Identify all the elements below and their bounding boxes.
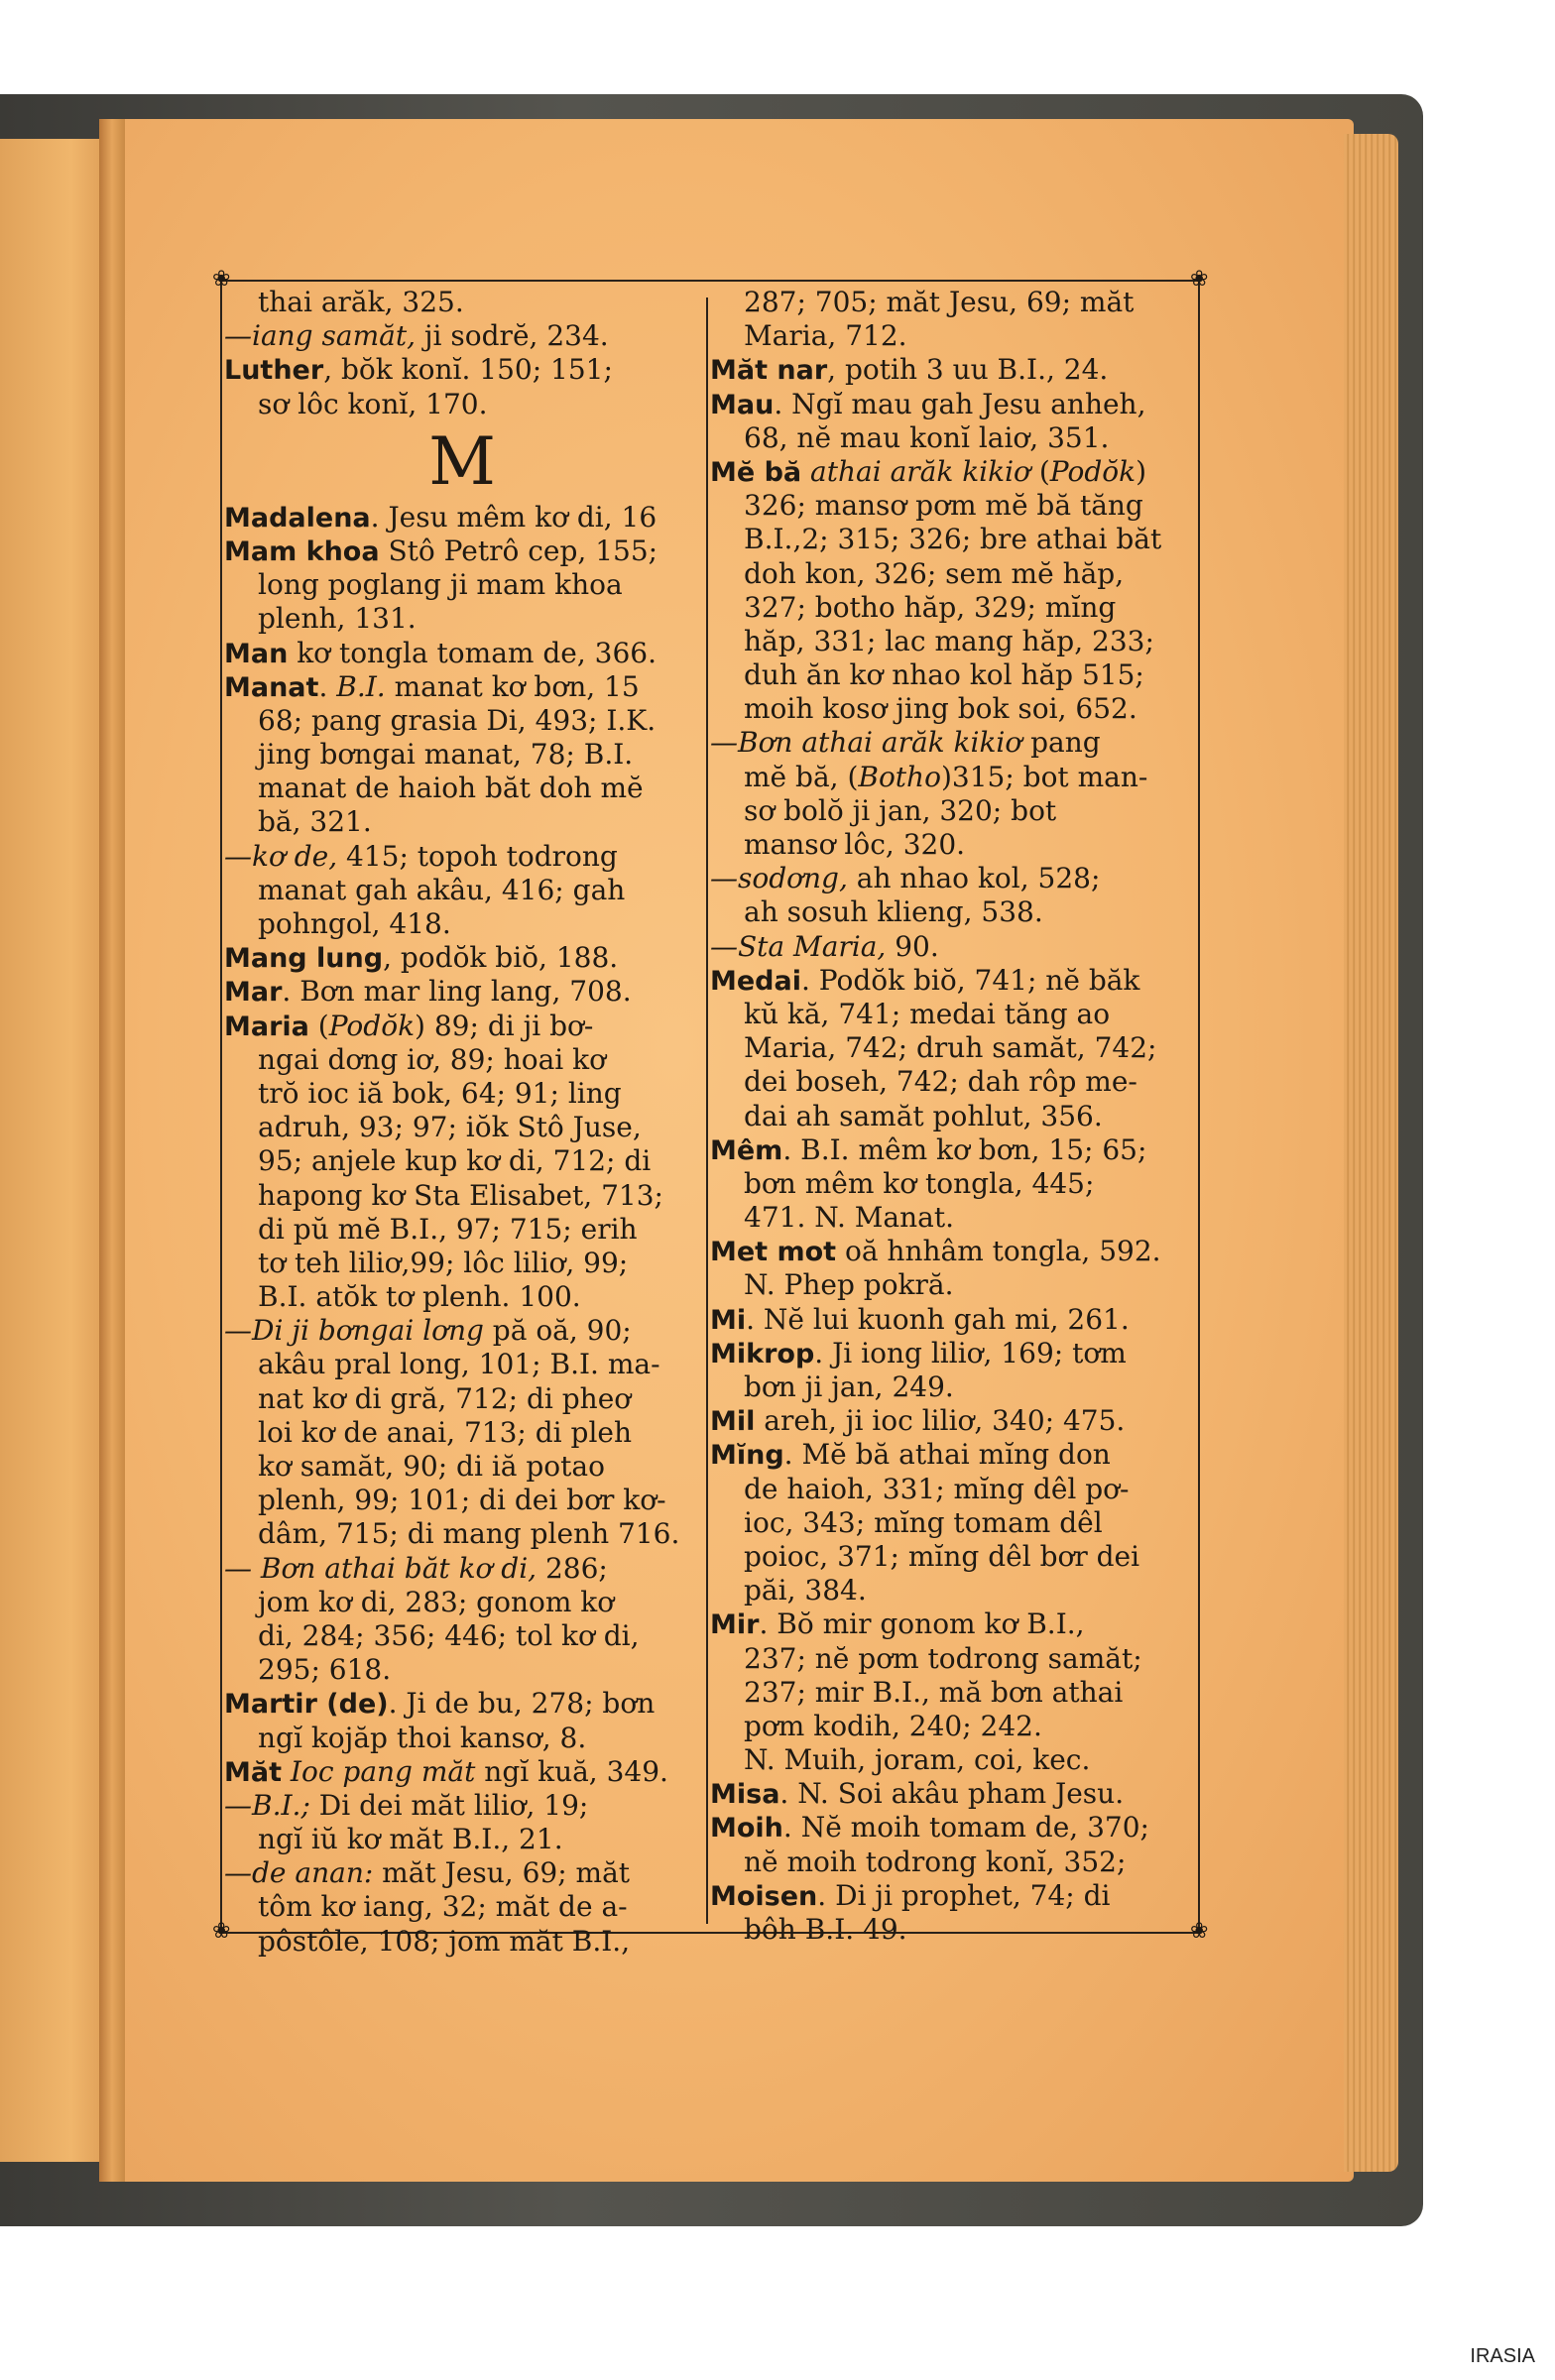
entry-text: loi kơ de anai, 713; di pleh xyxy=(258,1415,633,1449)
index-line xyxy=(224,1280,704,1314)
entry-text: manat gah akâu, 416; gah xyxy=(258,873,626,906)
index-line xyxy=(710,964,1196,998)
entry-text: 471. N. Manat. xyxy=(744,1201,954,1235)
entry-text: )315; bot man- xyxy=(940,760,1148,793)
entry-text: 295; 618. xyxy=(258,1653,392,1687)
entry-text: hăp, 331; lac mang hăp, 233; xyxy=(744,624,1154,657)
index-line xyxy=(224,941,704,975)
index-line xyxy=(710,625,1196,658)
entry-subheading: B.I. xyxy=(336,669,386,703)
entry-text: 95; anjele kup kơ di, 712; di xyxy=(258,1144,652,1178)
index-line xyxy=(710,930,1196,964)
index-line xyxy=(224,1043,704,1077)
index-line xyxy=(710,1710,1196,1743)
entry-headword: Misa xyxy=(710,1779,780,1811)
entry-text: 326; mansơ pơm mĕ bă tăng xyxy=(744,489,1143,523)
entry-text: jing bơngai manat, 78; B.I. xyxy=(258,738,634,772)
entry-subheading: —Bơn athai arăk kikiơ xyxy=(710,726,1022,760)
entry-subheading: Ioc pang măt xyxy=(290,1754,476,1788)
entry-text: bă, 321. xyxy=(258,805,372,839)
index-line xyxy=(710,1845,1196,1879)
entry-headword: Mêm xyxy=(710,1134,783,1166)
entry-text: Maria, 742; druh samăt, 742; xyxy=(744,1031,1157,1065)
entry-headword: Martir (de) xyxy=(224,1689,389,1721)
index-line xyxy=(710,1811,1196,1844)
index-line xyxy=(224,1856,704,1890)
entry-text: akâu pral long, 101; B.I. ma- xyxy=(258,1348,660,1381)
index-line xyxy=(710,421,1196,455)
entry-text: , podŏk biŏ, 188. xyxy=(383,941,619,975)
entry-text: areh, ji ioc liliơ, 340; 475. xyxy=(755,1404,1126,1438)
entry-subheading: Botho xyxy=(858,760,941,793)
index-line xyxy=(224,1517,704,1551)
index-line xyxy=(224,738,704,772)
entry-text: 68, nĕ mau konĭ laiơ, 351. xyxy=(744,420,1110,454)
entry-text: . Jesu mêm kơ di, 16 xyxy=(370,500,658,534)
entry-headword: Mi xyxy=(710,1304,747,1336)
entry-text: long poglang ji mam khoa xyxy=(258,568,623,602)
entry-text: . N. Soi akâu pham Jesu. xyxy=(779,1777,1125,1811)
entry-headword: Mang lung xyxy=(224,943,384,975)
index-line xyxy=(224,1722,704,1755)
index-line xyxy=(710,862,1196,895)
index-line xyxy=(224,840,704,874)
index-line xyxy=(224,1213,704,1247)
entry-headword: Măt nar xyxy=(710,355,828,387)
entry-text: moih kosơ jing bok soi, 652. xyxy=(744,692,1137,726)
entry-text: plenh, 131. xyxy=(258,602,417,636)
entry-text: nat kơ di gră, 712; di pheơ xyxy=(258,1381,632,1415)
entry-subheading: Podŏk xyxy=(1049,454,1136,488)
index-line xyxy=(710,1913,1196,1947)
index-line xyxy=(710,1303,1196,1337)
corner-ornament-icon: ❀ xyxy=(212,267,231,292)
index-line xyxy=(710,1404,1196,1438)
index-line xyxy=(224,670,704,704)
index-line xyxy=(710,828,1196,862)
index-line xyxy=(224,1890,704,1924)
entry-subheading: —de anan: xyxy=(224,1856,374,1890)
entry-text: ( xyxy=(1029,454,1050,488)
index-line xyxy=(710,895,1196,929)
entry-text: 286; xyxy=(537,1551,608,1585)
page-stack-edge xyxy=(1344,134,1398,2172)
entry-headword: Mĭng xyxy=(710,1440,784,1472)
index-line xyxy=(224,1077,704,1111)
entry-headword: Moisen xyxy=(710,1880,818,1912)
entry-subheading: —Sta Maria, xyxy=(710,929,887,963)
entry-text: pơm kodih, 240; 242. xyxy=(744,1709,1042,1742)
entry-text: măt Jesu, 69; măt xyxy=(373,1856,631,1890)
index-line xyxy=(710,1438,1196,1472)
entry-subheading: —kơ de, xyxy=(224,839,338,873)
index-line xyxy=(710,1201,1196,1235)
index-line xyxy=(224,1010,704,1043)
watermark: IRASIA xyxy=(1470,2345,1535,2367)
entry-text: adruh, 93; 97; iŏk Stô Juse, xyxy=(258,1111,642,1144)
index-line xyxy=(224,501,704,535)
entry-text: pohngol, 418. xyxy=(258,907,451,940)
entry-text: 90. xyxy=(886,929,939,963)
entry-text: dâm, 715; di mang plenh 716. xyxy=(258,1517,680,1551)
entry-headword: Mil xyxy=(710,1406,756,1438)
entry-text: de haioh, 331; mĭng dêl pơ- xyxy=(744,1472,1130,1505)
index-line xyxy=(710,1370,1196,1404)
entry-text: ngĭ kojăp thoi kansơ, 8. xyxy=(258,1721,587,1754)
index-line xyxy=(710,761,1196,794)
entry-headword: Mar xyxy=(224,977,283,1009)
entry-text: ah nhao kol, 528; xyxy=(847,862,1101,895)
entry-text: Stô Petrô cep, 155; xyxy=(379,534,658,567)
index-line xyxy=(710,286,1196,319)
index-line xyxy=(224,805,704,839)
index-line xyxy=(224,637,704,670)
entry-text: ) xyxy=(1136,454,1146,488)
entry-text: . xyxy=(318,669,337,703)
entry-text: duh ăn kơ nhao kol hăp 515; xyxy=(744,658,1144,692)
entry-subheading: — Bơn athai băt kơ di, xyxy=(224,1551,538,1585)
index-line xyxy=(224,602,704,636)
entry-headword: Mam khoa xyxy=(224,536,380,567)
index-line xyxy=(224,1416,704,1450)
entry-text: . Bơn mar ling lang, 708. xyxy=(282,975,632,1009)
entry-text: , bŏk konĭ. 150; 151; xyxy=(323,353,613,387)
entry-text: . Mĕ bă athai mĭng don xyxy=(783,1438,1111,1472)
entry-text: N. Muih, joram, coi, kec. xyxy=(744,1743,1091,1777)
index-line xyxy=(710,353,1196,387)
index-line xyxy=(224,388,704,421)
entry-text: . Bŏ mir gonom kơ B.I., xyxy=(759,1607,1085,1641)
index-line xyxy=(224,1314,704,1348)
entry-text: ah sosuh klieng, 538. xyxy=(744,895,1043,929)
entry-text: manat de haioh băt doh mĕ xyxy=(258,772,644,805)
index-line xyxy=(710,1607,1196,1641)
index-line xyxy=(224,1619,704,1653)
entry-text: sơ lôc konĭ, 170. xyxy=(258,387,488,420)
entry-subheading: —B.I.; xyxy=(224,1788,310,1822)
entry-text: pôstôle, 108; jom măt B.I., xyxy=(258,1924,631,1958)
index-line xyxy=(710,557,1196,591)
index-line xyxy=(710,692,1196,726)
index-line xyxy=(224,1823,704,1856)
entry-text: păi, 384. xyxy=(744,1574,867,1607)
index-line xyxy=(710,1743,1196,1777)
entry-headword: Mir xyxy=(710,1609,760,1641)
entry-text: 327; botho hăp, 329; mĭng xyxy=(744,590,1117,624)
index-line xyxy=(224,1179,704,1213)
entry-text: mĕ bă, ( xyxy=(744,760,859,793)
frame-right-rule xyxy=(1198,280,1200,1934)
entry-text: hapong kơ Sta Elisabet, 713; xyxy=(258,1178,663,1212)
index-line xyxy=(710,388,1196,421)
index-line xyxy=(224,353,704,387)
entry-text: ) 89; di ji bơ- xyxy=(415,1009,594,1042)
index-line xyxy=(224,1653,704,1687)
entry-text: B.I.,2; 315; 326; bre athai băt xyxy=(744,523,1162,556)
index-line xyxy=(710,1065,1196,1099)
entry-headword: Luther xyxy=(224,355,324,387)
index-line xyxy=(224,319,704,353)
entry-text: thai arăk, 325. xyxy=(258,286,464,318)
section-letter: M xyxy=(428,422,500,500)
entry-text: bơn mêm kơ tongla, 445; xyxy=(744,1166,1095,1200)
entry-text: kơ samăt, 90; di iă potao xyxy=(258,1450,605,1483)
entry-text: plenh, 99; 101; di dei bơr kơ- xyxy=(258,1484,666,1517)
entry-text: kơ tongla tomam de, 366. xyxy=(288,636,657,669)
index-line xyxy=(710,319,1196,353)
index-line xyxy=(224,1755,704,1789)
index-line xyxy=(710,1540,1196,1574)
entry-text: pang xyxy=(1021,726,1101,760)
entry-text: ngĭ iŭ kơ măt B.I., 21. xyxy=(258,1823,563,1856)
entry-text: kŭ kă, 741; medai tăng ao xyxy=(744,997,1111,1030)
entry-headword: Madalena xyxy=(224,502,371,534)
corner-ornament-icon: ❀ xyxy=(1190,267,1209,292)
entry-text: pă oă, 90; xyxy=(483,1314,632,1348)
index-line xyxy=(224,1925,704,1959)
index-column-right xyxy=(710,286,1196,1947)
entry-text: . Ji de bu, 278; bơn xyxy=(388,1687,656,1721)
entry-text: oă hnhâm tongla, 592. xyxy=(836,1235,1161,1268)
entry-text: 237; mir B.I., mă bơn athai xyxy=(744,1675,1124,1709)
book-gutter xyxy=(99,119,125,2182)
index-line xyxy=(224,1552,704,1586)
entry-headword: Medai xyxy=(710,965,801,997)
index-line xyxy=(710,455,1196,489)
index-column-left xyxy=(224,286,704,1959)
entry-text: jom kơ di, 283; gonom kơ xyxy=(258,1585,615,1618)
entry-text: Maria, 712. xyxy=(744,319,907,353)
index-line xyxy=(710,1100,1196,1133)
entry-headword: Man xyxy=(224,638,289,669)
index-line xyxy=(224,1382,704,1416)
entry-text xyxy=(801,455,810,488)
index-line xyxy=(710,1676,1196,1710)
index-line xyxy=(710,1337,1196,1370)
index-line xyxy=(224,286,704,319)
entry-headword: Măt xyxy=(224,1756,282,1788)
index-line xyxy=(710,1879,1196,1913)
entry-subheading: —Di ji bơngai lơng xyxy=(224,1314,484,1348)
index-line xyxy=(710,1574,1196,1607)
entry-subheading: athai arăk kikiơ xyxy=(810,454,1030,488)
entry-text: bôh B.I. 49. xyxy=(744,1913,907,1946)
entry-headword: Met mot xyxy=(710,1237,837,1268)
entry-headword: Manat xyxy=(224,671,319,703)
entry-text: ngai dơng iơ, 89; hoai kơ xyxy=(258,1042,606,1076)
entry-text: B.I. atŏk tơ plenh. 100. xyxy=(258,1280,581,1314)
index-line xyxy=(710,1167,1196,1201)
index-line xyxy=(710,1133,1196,1167)
entry-text: 287; 705; măt Jesu, 69; măt xyxy=(744,286,1135,318)
entry-text xyxy=(282,1755,291,1788)
entry-text: , potih 3 uu B.I., 24. xyxy=(827,353,1109,387)
index-line xyxy=(224,1111,704,1144)
entry-text: dei boseh, 742; dah rôp me- xyxy=(744,1065,1137,1099)
index-line xyxy=(224,1144,704,1178)
entry-text: . Podŏk biŏ, 741; nĕ băk xyxy=(800,963,1140,997)
entry-text: bơn ji jan, 249. xyxy=(744,1370,954,1403)
entry-text: nĕ moih todrong konĭ, 352; xyxy=(744,1844,1127,1878)
corner-ornament-icon: ❀ xyxy=(212,1919,231,1944)
entry-text: ioc, 343; mĭng tomam dêl xyxy=(744,1505,1103,1539)
index-line xyxy=(710,591,1196,625)
entry-subheading: —iang samăt, xyxy=(224,319,416,353)
index-line xyxy=(224,772,704,805)
index-line xyxy=(224,704,704,738)
entry-text: 237; nĕ pơm todrong samăt; xyxy=(744,1641,1142,1675)
entry-text: doh kon, 326; sem mĕ hăp, xyxy=(744,556,1125,590)
column-divider xyxy=(706,298,708,1924)
index-line xyxy=(710,1031,1196,1065)
entry-text: poioc, 371; mĭng dêl bơr dei xyxy=(744,1539,1140,1573)
entry-text: ji sodrĕ, 234. xyxy=(415,319,609,353)
index-line xyxy=(224,975,704,1009)
index-line xyxy=(710,998,1196,1031)
index-line xyxy=(224,1687,704,1721)
entry-text: 415; topoh todrong xyxy=(337,839,618,873)
index-line xyxy=(224,1586,704,1619)
index-line xyxy=(710,489,1196,523)
index-line xyxy=(224,1247,704,1280)
entry-text: . Ji iong liliơ, 169; tơm xyxy=(814,1336,1127,1369)
index-line xyxy=(224,568,704,602)
index-line xyxy=(710,1268,1196,1302)
entry-text: tôm kơ iang, 32; măt de a- xyxy=(258,1890,628,1924)
entry-subheading: —sodơng, xyxy=(710,862,848,895)
index-line xyxy=(710,658,1196,692)
index-line xyxy=(224,1348,704,1381)
index-line xyxy=(224,1484,704,1517)
entry-headword: Mikrop xyxy=(710,1338,815,1369)
index-line xyxy=(710,523,1196,556)
entry-text: . Di ji prophet, 74; di xyxy=(817,1878,1111,1912)
entry-text: sơ bolŏ ji jan, 320; bot xyxy=(744,793,1057,827)
index-line xyxy=(224,907,704,941)
entry-headword: Mĕ bă xyxy=(710,456,802,488)
frame-top-rule xyxy=(220,280,1200,282)
entry-headword: Mau xyxy=(710,389,775,420)
entry-headword: Maria xyxy=(224,1011,309,1042)
entry-text: dai ah samăt pohlut, 356. xyxy=(744,1099,1103,1132)
index-line xyxy=(224,874,704,907)
entry-text: 68; pang grasia Di, 493; I.K. xyxy=(258,703,657,737)
entry-subheading: Podŏk xyxy=(328,1009,416,1042)
entry-text: ( xyxy=(308,1009,329,1042)
entry-text: Di dei măt liliơ, 19; xyxy=(309,1788,589,1822)
index-line xyxy=(224,1450,704,1484)
entry-text: mansơ lôc, 320. xyxy=(744,828,966,861)
index-line xyxy=(710,1642,1196,1676)
index-line xyxy=(710,1777,1196,1811)
entry-headword: Moih xyxy=(710,1813,783,1844)
entry-text: . B.I. mêm kơ bơn, 15; 65; xyxy=(782,1132,1147,1166)
frame-left-rule xyxy=(220,280,222,1934)
entry-text: tơ teh liliơ,99; lôc liliơ, 99; xyxy=(258,1246,629,1279)
corner-ornament-icon: ❀ xyxy=(1190,1919,1209,1944)
index-line xyxy=(710,726,1196,760)
index-line xyxy=(224,535,704,568)
index-line xyxy=(710,1235,1196,1268)
entry-text: manat kơ bơn, 15 xyxy=(385,669,640,703)
entry-text: . Nĕ lui kuonh gah mi, 261. xyxy=(746,1302,1130,1336)
entry-text: . Nĕ moih tomam de, 370; xyxy=(782,1811,1149,1844)
entry-text: ngĭ kuă, 349. xyxy=(475,1754,668,1788)
index-line xyxy=(224,1789,704,1823)
entry-text: . Ngĭ mau gah Jesu anheh, xyxy=(774,387,1146,420)
entry-text: N. Phep pokră. xyxy=(744,1268,954,1302)
index-line xyxy=(710,1506,1196,1540)
index-line xyxy=(710,794,1196,828)
entry-text: di pŭ mĕ B.I., 97; 715; erih xyxy=(258,1212,638,1246)
entry-text: trŏ ioc iă bok, 64; 91; ling xyxy=(258,1076,622,1110)
entry-text: di, 284; 356; 446; tol kơ di, xyxy=(258,1618,640,1652)
index-line xyxy=(710,1473,1196,1506)
